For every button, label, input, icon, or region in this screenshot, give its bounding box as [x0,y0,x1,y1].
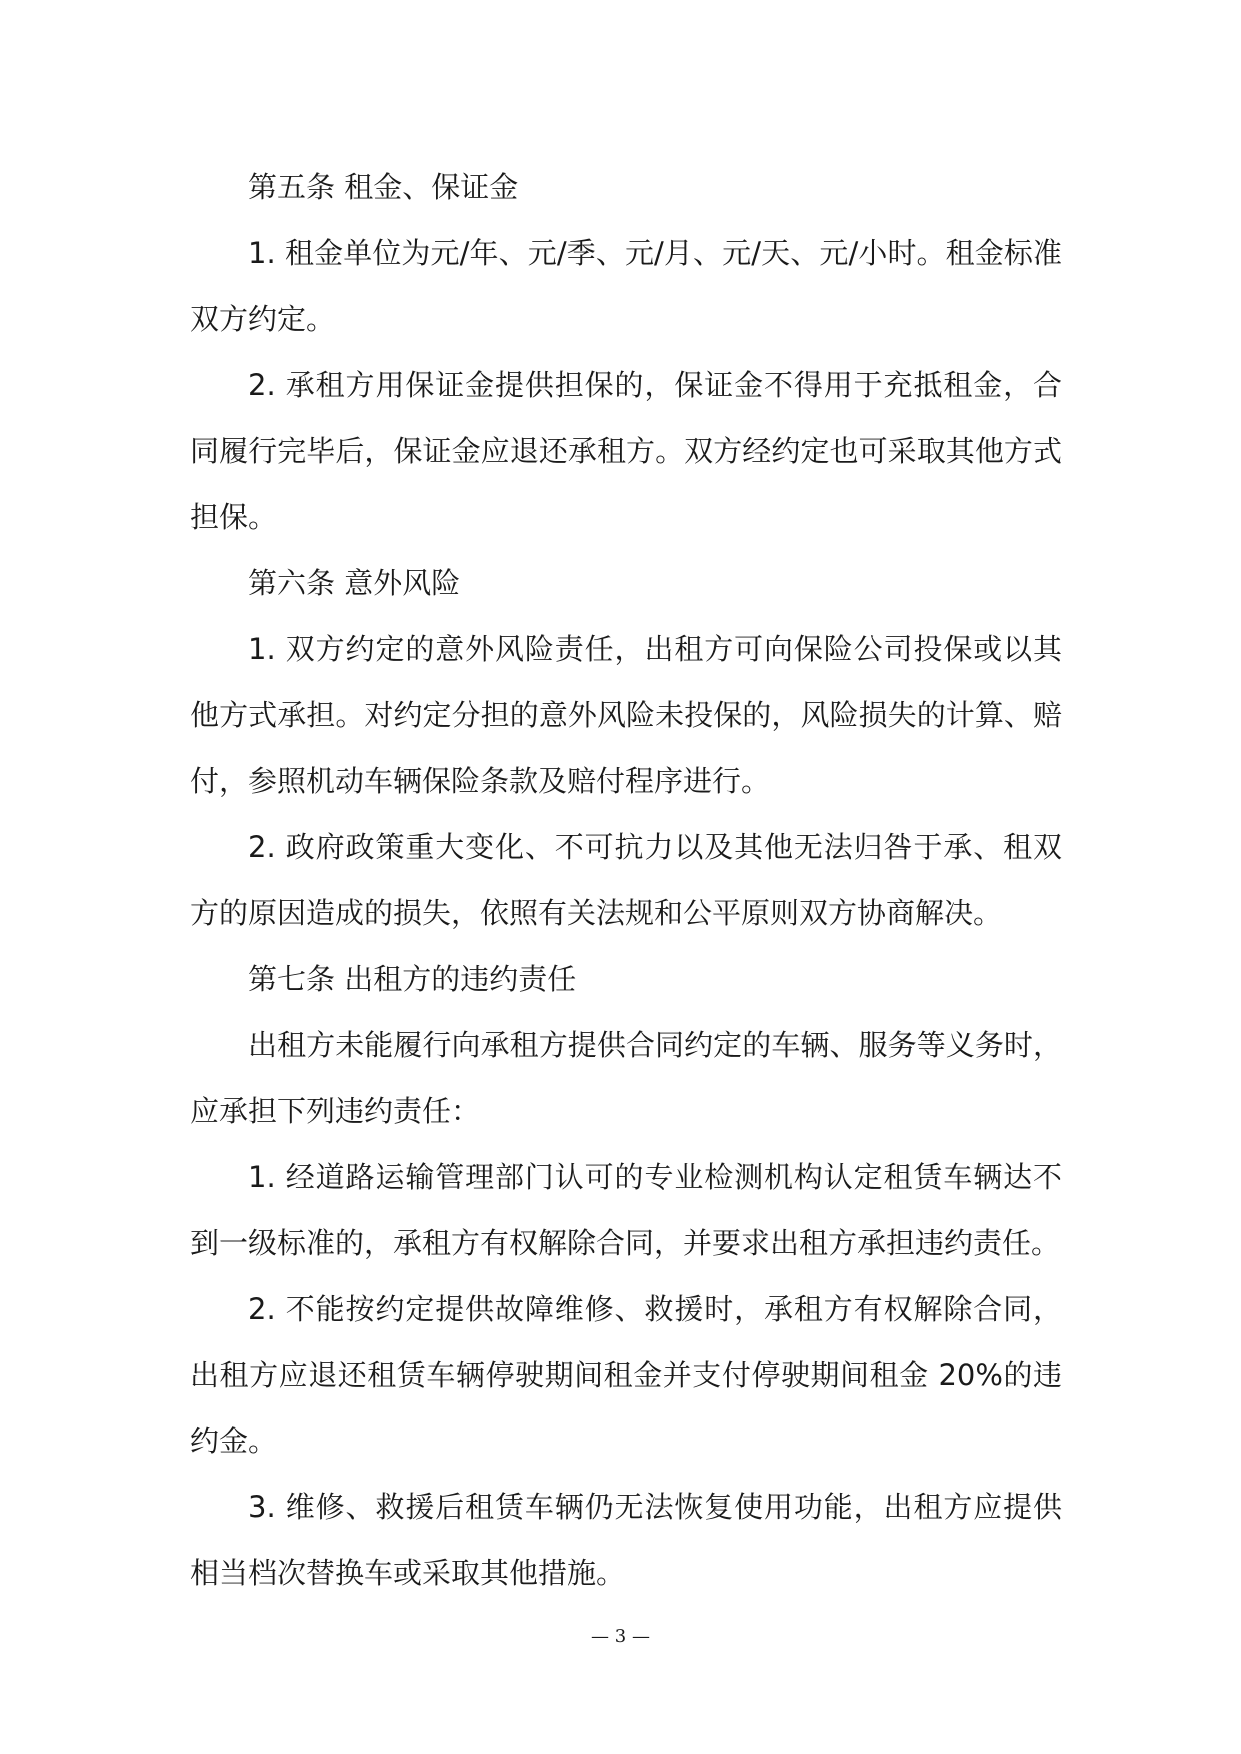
article-6-clause-2: 2. 政府政策重大变化、不可抗力以及其他无法归咎于承、租双方的原因造成的损失，依照有关法规和公平原则双方协商解决。 [190,830,1062,930]
article-7-intro: 出租方未能履行向承租方提供合同约定的车辆、服务等义务时，应承担下列违约责任： [190,1028,1062,1128]
article-5-clause-1: 1. 租金单位为元/年、元/季、元/月、元/天、元/小时。租金标准双方约定。 [190,236,1062,336]
article-7-clause-3: 3. 维修、救援后租赁车辆仍无法恢复使用功能，出租方应提供相当档次替换车或采取其他措施。 [190,1490,1062,1590]
body-text [190,154,1062,1606]
article-5-heading: 第五条 租金、保证金 [248,170,519,204]
page-number: — 3 — [591,1626,650,1647]
article-5-clause-2: 2. 承租方用保证金提供担保的，保证金不得用于充抵租金，合同履行完毕后，保证金应退还承租方。双方经约定也可采取其他方式担保。 [190,368,1062,534]
article-6-clause-1: 1. 双方约定的意外风险责任，出租方可向保险公司投保或以其他方式承担。对约定分担的意外风险未投保的，风险损失的计算、赔付，参照机动车辆保险条款及赔付程序进行。 [190,632,1062,798]
article-7-heading: 第七条 出租方的违约责任 [248,962,577,996]
article-6-heading: 第六条 意外风险 [248,566,461,600]
article-7-clause-2: 2. 不能按约定提供故障维修、救援时，承租方有权解除合同，出租方应退还租赁车辆停驶期间租金并支付停驶期间租金 20%的违约金。 [190,1292,1062,1458]
article-7-clause-1: 1. 经道路运输管理部门认可的专业检测机构认定租赁车辆达不到一级标准的，承租方有权解除合同，并要求出租方承担违约责任。 [190,1160,1062,1260]
